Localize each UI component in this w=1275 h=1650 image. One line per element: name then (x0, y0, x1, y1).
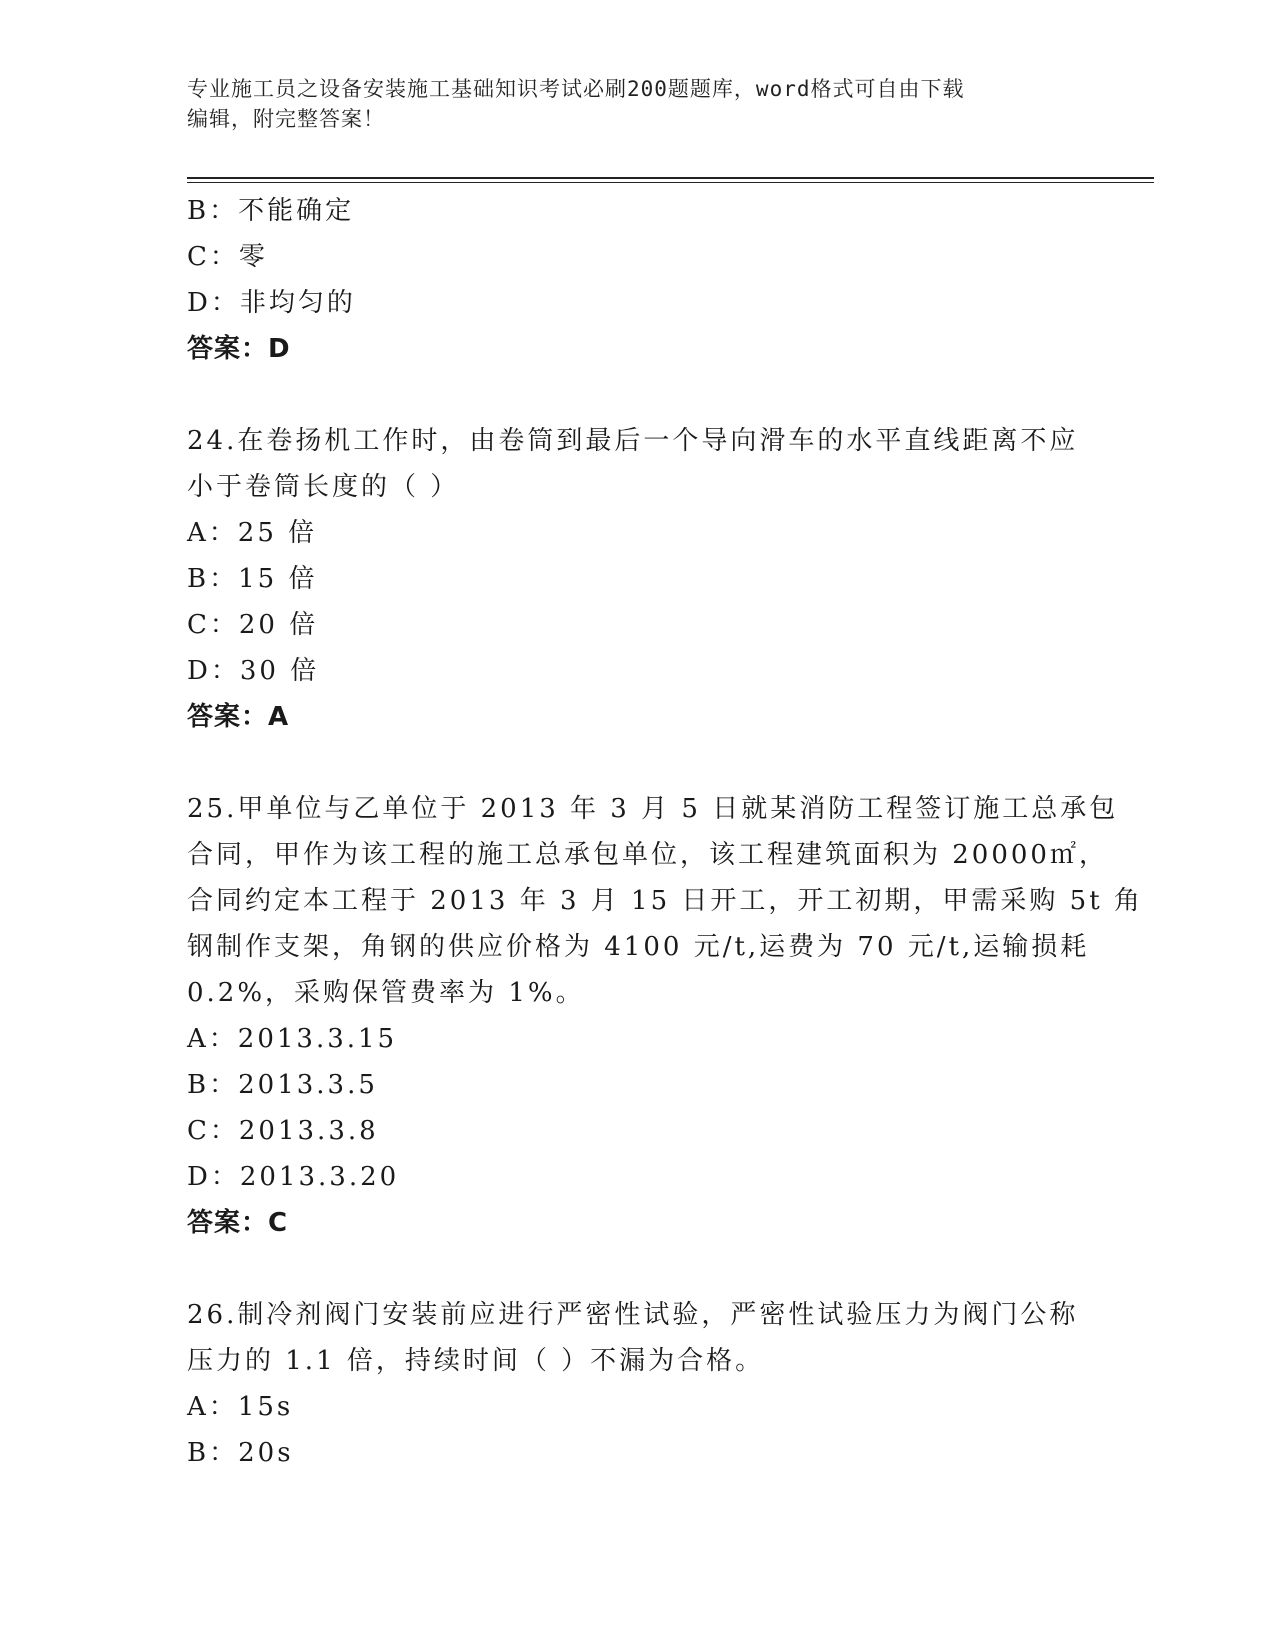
question-23-tail (187, 188, 1087, 372)
question-24 (187, 418, 1087, 740)
stem-line: 25.甲单位与乙单位于 2013 年 3 月 5 日就某消防工程签订施工总承包 (187, 794, 1119, 824)
option-a: A：15s (187, 1392, 294, 1422)
option-b: B：不能确定 (187, 196, 355, 226)
stem-line: 压力的 1.1 倍，持续时间（ ）不漏为合格。 (187, 1346, 765, 1376)
question-25 (187, 786, 1143, 1246)
question-spacer (187, 740, 1087, 786)
page-header (187, 74, 1067, 134)
header-title-line-2: 编辑，附完整答案！ (187, 107, 385, 131)
question-26 (187, 1292, 1087, 1476)
stem-line: 合同约定本工程于 2013 年 3 月 15 日开工，开工初期，甲需采购 5t 角 (187, 886, 1143, 916)
option-d: D：非均匀的 (187, 288, 356, 318)
option-d: D：30 倍 (187, 656, 320, 686)
question-list (187, 188, 1143, 1476)
header-divider-thin (187, 182, 1154, 183)
question-stem (187, 418, 1087, 510)
option-a: A：25 倍 (187, 518, 318, 548)
option-b: B：2013.3.5 (187, 1070, 378, 1100)
option-b: B：20s (187, 1438, 294, 1468)
option-c: C：2013.3.8 (187, 1116, 379, 1146)
stem-line: 24.在卷扬机工作时，由卷筒到最后一个导向滑车的水平直线距离不应 (187, 426, 1079, 456)
header-divider-thick (187, 177, 1154, 179)
stem-line: 26.制冷剂阀门安装前应进行严密性试验，严密性试验压力为阀门公称 (187, 1300, 1079, 1330)
stem-line: 0.2%，采购保管费率为 1%。 (187, 978, 585, 1008)
option-c: C：20 倍 (187, 610, 319, 640)
answer-line: 答案：D (187, 334, 291, 364)
answer-line: 答案：A (187, 702, 290, 732)
question-stem (187, 1292, 1087, 1384)
question-spacer (187, 1246, 1087, 1292)
header-title-line-1: 专业施工员之设备安装施工基础知识考试必刷200题题库，word格式可自由下载 (187, 77, 965, 101)
question-stem (187, 786, 1143, 1016)
stem-line: 合同，甲作为该工程的施工总承包单位，该工程建筑面积为 20000㎡， (187, 840, 1108, 870)
stem-line: 小于卷筒长度的（ ） (187, 472, 460, 502)
answer-line: 答案：C (187, 1208, 289, 1238)
option-d: D：2013.3.20 (187, 1162, 400, 1192)
stem-line: 钢制作支架，角钢的供应价格为 4100 元/t,运费为 70 元/t,运输损耗 (187, 932, 1090, 962)
question-spacer (187, 372, 1087, 418)
option-b: B：15 倍 (187, 564, 318, 594)
option-a: A：2013.3.15 (187, 1024, 398, 1054)
option-c: C：零 (187, 242, 268, 272)
